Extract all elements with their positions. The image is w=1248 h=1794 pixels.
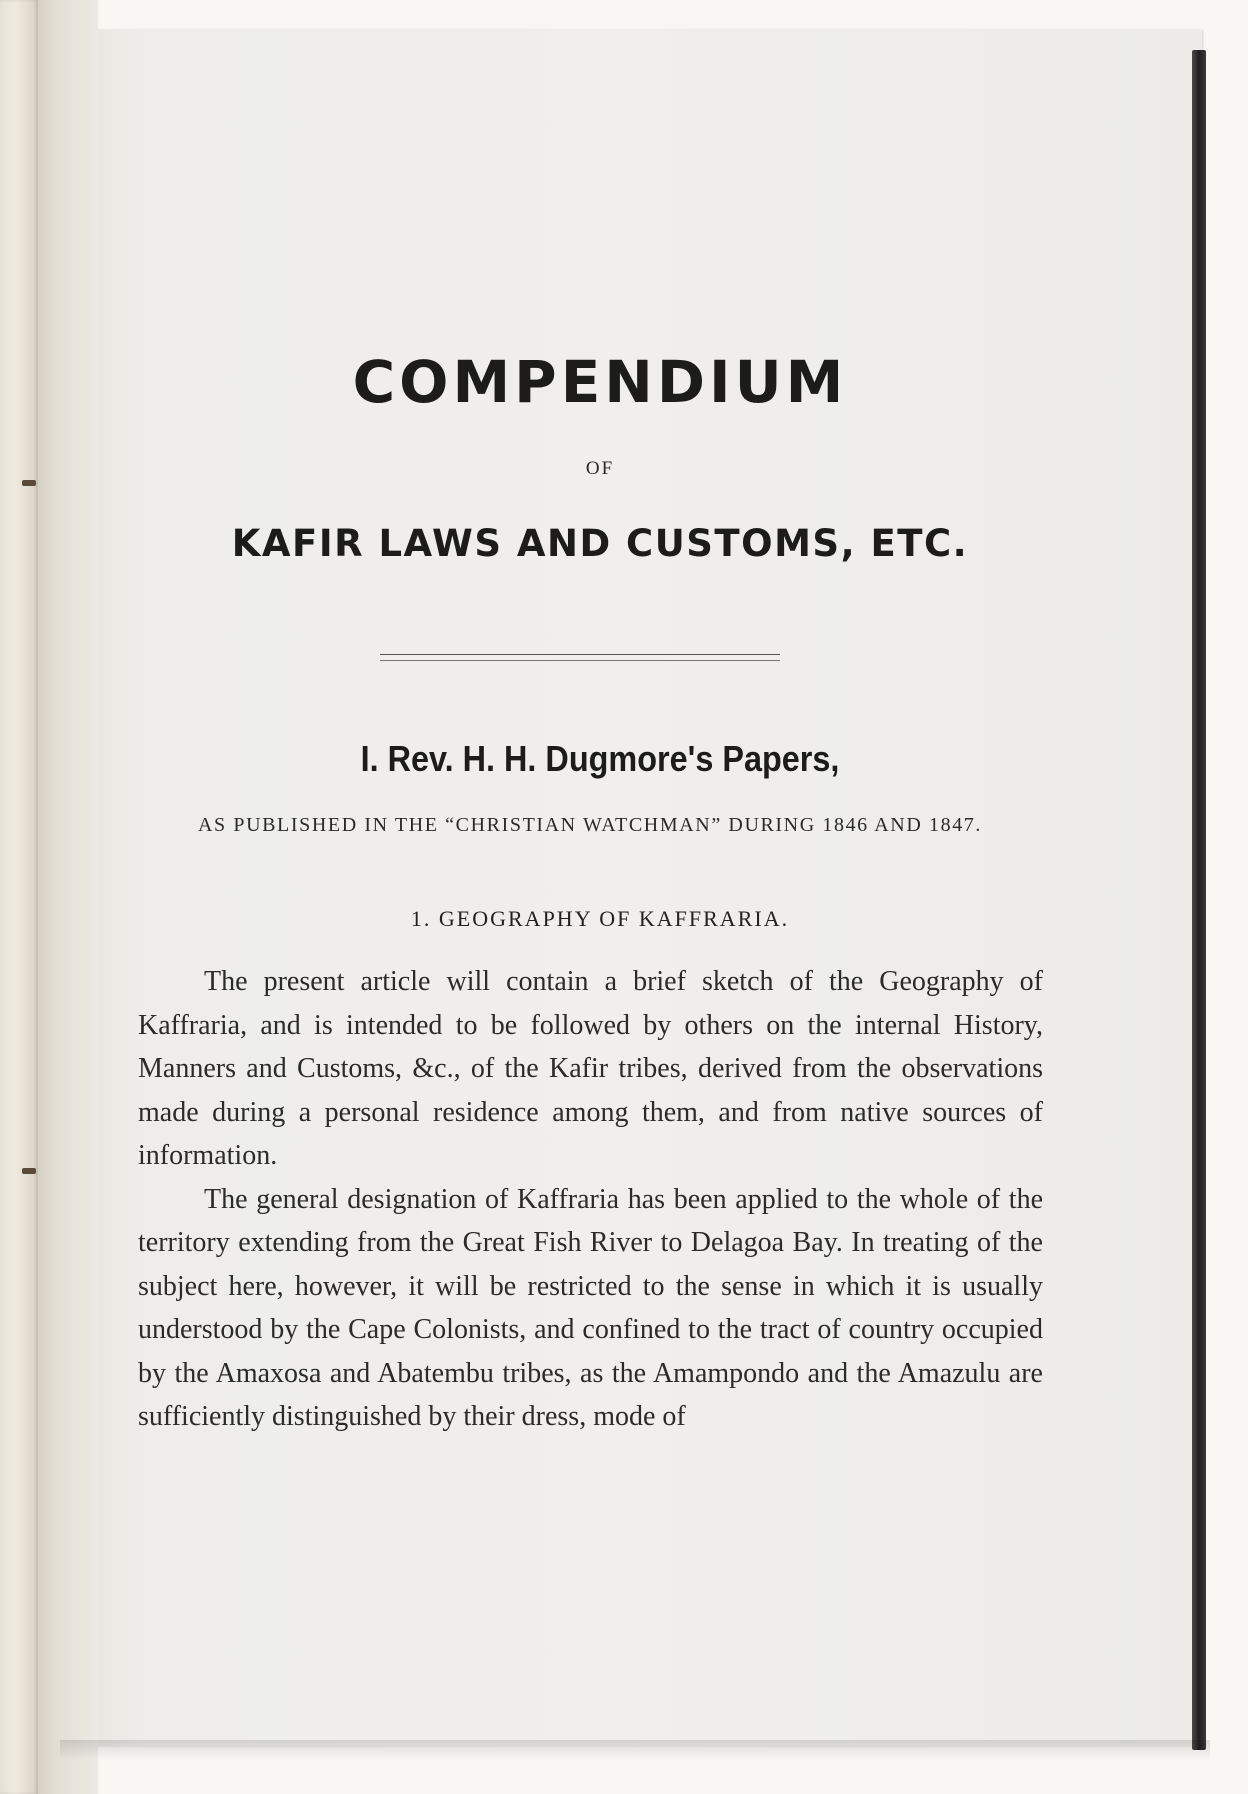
publication-note: AS PUBLISHED IN THE “CHRISTIAN WATCHMAN” DURING 1846 AND 1847. bbox=[197, 814, 982, 836]
title-connector: OF bbox=[585, 458, 615, 479]
article-heading: 1. GEOGRAPHY OF KAFFRARIA. bbox=[410, 906, 790, 931]
binding-staple bbox=[22, 1168, 36, 1174]
previous-page-edge bbox=[0, 0, 38, 1794]
section-heading: I. Rev. H. H. Dugmore's Papers, bbox=[360, 738, 840, 779]
title-divider bbox=[380, 654, 780, 661]
paragraph: The general designation of Kaffraria has been applied to the whole of the territory extending from the Great Fish River to Delagoa Bay. In treating of the subject here, however, it will be restricted to the sense in which it is usually understood by the Cape Colonists, and confined to the tract of country occupied by the Amaxosa and Abatembu tribes, as the Amampondo and the Amazulu are sufficiently distinguished by their dress, mode of bbox=[138, 1183, 1043, 1432]
book-page bbox=[50, 30, 1202, 1746]
page-gutter bbox=[38, 0, 98, 1794]
paragraph: The present article will contain a brief sketch of the Geography of Kaffraria, and is intended to be followed by others on the internal History, Manners and Customs, &c., of the Kafir tribes, derived from the observations made during a personal residence among them, and from native sources of information. bbox=[138, 966, 1043, 1171]
binding-staple bbox=[22, 480, 36, 486]
page-title: COMPENDIUM bbox=[352, 348, 848, 416]
page-subtitle: KAFIR LAWS AND CUSTOMS, ETC. bbox=[231, 522, 969, 565]
book-cover-edge bbox=[1192, 50, 1206, 1750]
body-text bbox=[138, 960, 1043, 1439]
page-shadow bbox=[60, 1740, 1210, 1760]
